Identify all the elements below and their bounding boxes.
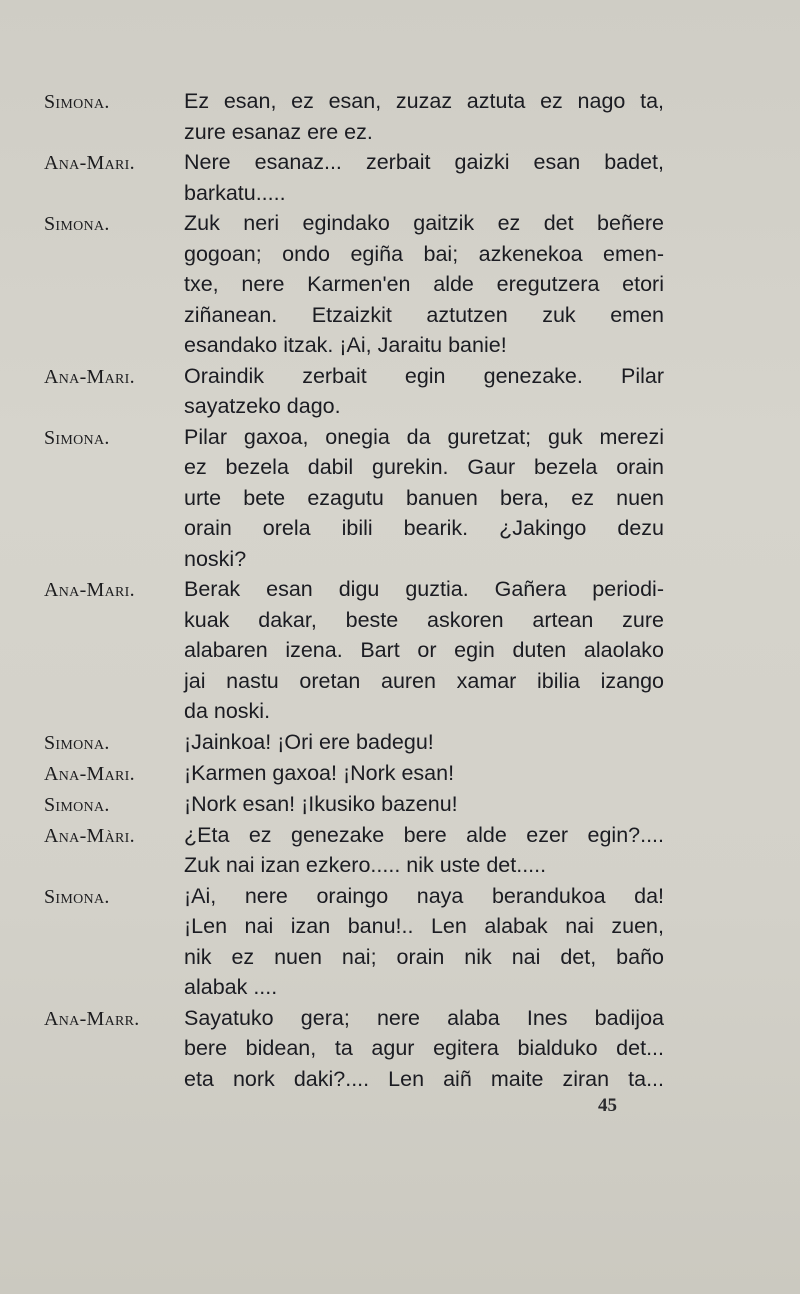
dialogue-line <box>44 147 664 208</box>
text-line: jai nastu oretan auren xamar ibilia izango <box>184 668 664 693</box>
speech-text <box>184 147 664 208</box>
text-line: gogoan; ondo egiña bai; azkenekoa emen- <box>184 241 664 266</box>
text-line: ¡Ai, nere oraingo naya berandukoa da! <box>184 883 664 908</box>
speaker-name: Ana-Mari. <box>44 762 135 785</box>
text-line: Zuk neri egindako gaitzik ez det beñere <box>184 211 664 235</box>
dialogue-line <box>44 86 664 147</box>
speech-text <box>184 881 664 1003</box>
dialogue-line <box>44 1003 664 1095</box>
speech-text <box>184 422 664 575</box>
speech-text <box>184 1003 664 1095</box>
speaker-name: Ana-Mari. <box>44 365 135 388</box>
speaker-name: Ana-Marr. <box>44 1007 140 1030</box>
speech-text <box>184 758 664 789</box>
text-line: zure esanaz ere ez. <box>184 119 373 144</box>
dialogue-line <box>44 789 664 820</box>
speech-text <box>184 208 664 361</box>
speaker-name: Simona. <box>44 91 110 113</box>
text-line: ez bezela dabil gurekin. Gaur bezela orain <box>184 455 664 479</box>
text-line: Sayatuko gera; nere alaba Ines badijoa <box>184 1005 664 1030</box>
dialogue-line <box>44 422 664 575</box>
text-line: barkatu..... <box>184 180 286 205</box>
text-line: Pilar gaxoa, onegia da guretzat; guk merezi <box>184 424 664 449</box>
speaker-name: Simona. <box>44 731 110 754</box>
page-number: 45 <box>598 1095 617 1116</box>
dialogue-line <box>44 574 664 727</box>
text-line: Oraindik zerbait egin genezake. Pilar <box>184 363 664 388</box>
text-line: alabak .... <box>184 975 278 999</box>
text-line: Berak esan digu guztia. Gañera periodi- <box>184 577 664 601</box>
text-line: kuak dakar, beste askoren artean zure <box>184 607 664 632</box>
text-line: Ez esan, ez esan, zuzaz aztuta ez nago ta, <box>184 89 664 113</box>
speech-text <box>184 574 664 727</box>
text-line: esandako itzak. ¡Ai, Jaraitu banie! <box>184 333 507 357</box>
text-line: ¿Eta ez genezake bere alde ezer egin?.... <box>184 822 664 847</box>
dialogue-line <box>44 820 664 881</box>
speaker-name: Simona. <box>44 426 110 449</box>
text-line: ¡Nork esan! ¡Ikusiko bazenu! <box>184 791 458 816</box>
text-line: noski? <box>184 546 247 571</box>
text-line: alabaren izena. Bart or egin duten alaolako <box>184 638 664 662</box>
speech-text <box>184 86 664 147</box>
speech-text <box>184 361 664 422</box>
text-line: da noski. <box>184 699 271 723</box>
speaker-name: Simona. <box>44 793 110 816</box>
text-line: ziñanean. Etzaizkit aztutzen zuk emen <box>184 302 664 327</box>
speaker-name: Ana-Mari. <box>44 152 135 174</box>
text-line: ¡Karmen gaxoa! ¡Nork esan! <box>184 760 455 785</box>
speaker-name: Ana-Mari. <box>44 579 135 601</box>
text-line: txe, nere Karmen'en alde eregutzera etori <box>184 272 664 296</box>
speaker-name: Simona. <box>44 885 110 908</box>
dialogue <box>44 86 664 1094</box>
dialogue-line <box>44 208 664 361</box>
text-line: eta nork daki?.... Len aiñ maite ziran ta... <box>184 1066 664 1091</box>
dialogue-line <box>44 758 664 789</box>
text-line: bere bidean, ta agur egitera bialduko det... <box>184 1036 664 1060</box>
speech-text <box>184 820 664 881</box>
text-line: urte bete ezagutu banuen bera, ez nuen <box>184 485 664 510</box>
speech-text <box>184 789 664 820</box>
speech-text <box>184 727 664 758</box>
text-line: nik ez nuen nai; orain nik nai det, baño <box>184 944 664 969</box>
dialogue-line <box>44 727 664 758</box>
speaker-name: Ana-Màri. <box>44 824 135 847</box>
text-line: Zuk nai izan ezkero..... nik uste det..... <box>184 853 547 877</box>
text-line: Nere esanaz... zerbait gaizki esan badet, <box>184 150 664 174</box>
text-line: orain orela ibili bearik. ¿Jakingo dezu <box>184 516 664 540</box>
text-line: ¡Jainkoa! ¡Ori ere badegu! <box>184 729 434 754</box>
speaker-name: Simona. <box>44 213 110 235</box>
text-line: ¡Len nai izan banu!.. Len alabak nai zuen, <box>184 914 664 938</box>
dialogue-line <box>44 361 664 422</box>
text-line: sayatzeko dago. <box>184 394 341 418</box>
dialogue-line <box>44 881 664 1003</box>
